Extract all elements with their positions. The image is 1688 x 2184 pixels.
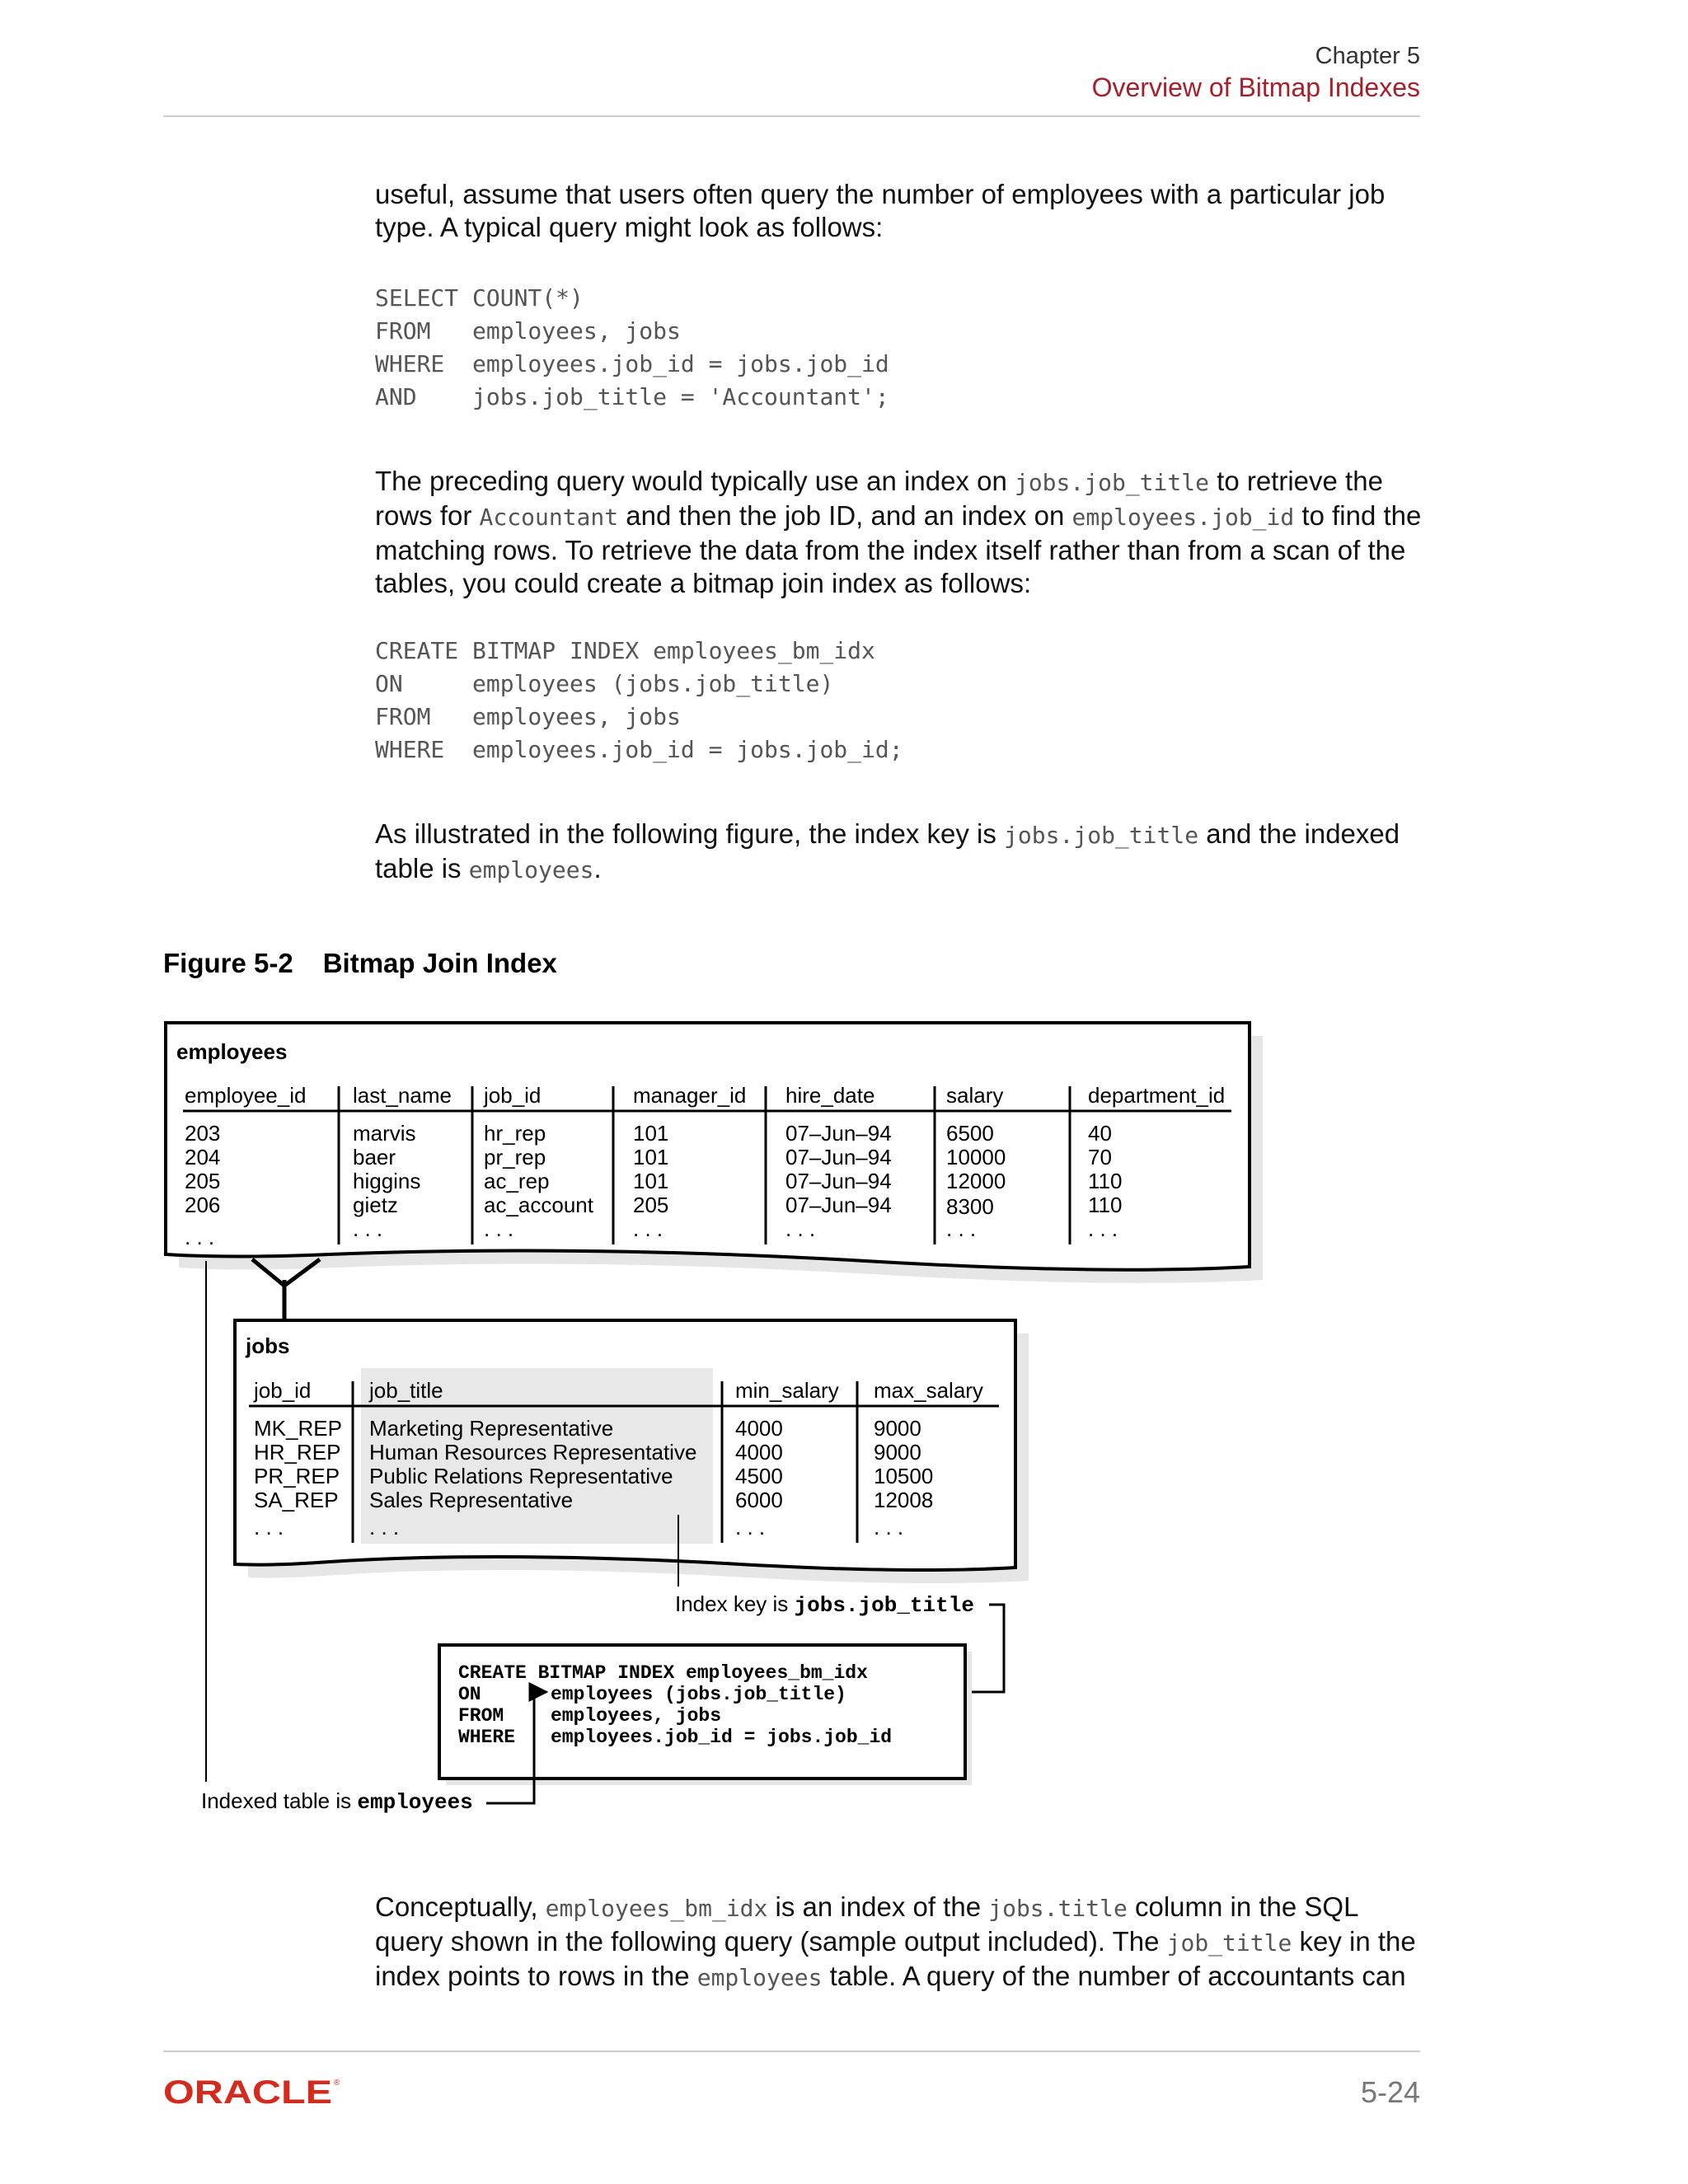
table-cell: HR_REP [254,1440,341,1465]
table-cell: 07–Jun–94 [785,1145,892,1169]
code-line: FROM employees, jobs [375,317,681,344]
code-line: ON employees (jobs.job_title) [375,670,834,697]
column-header: last_name [353,1083,452,1108]
inline-code: employees [696,1964,823,1991]
table-cell: 205 [185,1169,221,1193]
table-cell: 12008 [874,1488,934,1512]
code-block-query [375,282,889,414]
employees-table [166,1023,1263,1283]
table-cell: SA_REP [254,1488,339,1512]
table-cell: 70 [1088,1145,1112,1169]
conceptual-paragraph [375,1891,1422,1994]
text-run: to retrieve the rows for [375,466,1383,531]
column-header: department_id [1088,1083,1226,1108]
table-cell: marvis [353,1121,416,1146]
table-cell: hr_rep [484,1121,546,1146]
explanation-paragraph [375,465,1422,600]
table-cell: . . . [735,1515,766,1540]
table-cell: 110 [1088,1169,1123,1193]
inline-code: employees [468,856,594,883]
table-cell: . . . [254,1515,284,1540]
chapter-label: Chapter 5 [1315,43,1420,69]
column-header: job_title [369,1378,443,1403]
table-cell: . . . [369,1515,400,1540]
table-cell: 10000 [946,1145,1006,1169]
table-cell: 4000 [735,1440,783,1465]
table-cell: Marketing Representative [369,1416,614,1441]
column-header: min_salary [735,1378,839,1403]
table-cell: 205 [633,1193,669,1217]
column-header: max_salary [874,1378,983,1403]
table-cell: 101 [633,1169,669,1193]
table-cell: 101 [633,1121,669,1146]
inline-code: jobs.job_title [1014,469,1209,496]
create-index-box [439,1645,972,1785]
table-cell: 110 [1088,1193,1123,1217]
column-header: job_id [484,1083,542,1108]
table-cell: 12000 [946,1169,1006,1193]
table-cell: 6000 [735,1488,783,1512]
page-number: 5-24 [1360,2075,1420,2109]
table-cell: 4500 [735,1464,783,1488]
jobs-table-name: jobs [246,1333,290,1358]
employees-table-name: employees [176,1039,288,1064]
table-cell: ac_rep [484,1169,550,1193]
text-run: and the indexed table is [375,818,1400,883]
index-key-value: jobs.job_title [794,1593,974,1618]
column-header: employee_id [185,1083,307,1108]
table-cell: . . . [946,1216,977,1241]
oracle-logo-text: ORACLE [163,2075,332,2108]
index-key-label [675,1591,974,1618]
inline-code: employees_bm_idx [545,1895,768,1922]
table-cell: 101 [633,1145,669,1169]
table-cell: 204 [185,1145,221,1169]
inline-code: jobs.title [988,1895,1128,1922]
column-header: salary [946,1083,1004,1108]
sql-keyword: FROM [458,1705,504,1727]
text-run: and then the job ID, and an index on [618,500,1072,531]
footer-divider [163,2050,1420,2052]
table-cell: Sales Representative [369,1488,574,1512]
table-cell: . . . [353,1216,383,1241]
figure-title: Bitmap Join Index [322,948,557,978]
table-cell: MK_REP [254,1416,342,1441]
section-title[interactable]: Overview of Bitmap Indexes [1091,73,1420,102]
sql-keyword: CREATE BITMAP INDEX [458,1662,675,1684]
figure-caption [163,948,557,979]
table-cell: 203 [185,1121,221,1146]
text-run: Conceptually, [375,1891,546,1922]
table-cell: 9000 [874,1416,921,1441]
indexed-table-value: employees [357,1790,473,1815]
text-run: to find the matching rows. To retrieve the data from the index itself rather than from a scan of the tables, you could create a bitmap join index as follows: [375,500,1422,598]
table-cell: . . . [785,1216,816,1241]
header-divider [163,115,1420,117]
table-cell: 07–Jun–94 [785,1193,892,1217]
inline-code: job_title [1166,1929,1292,1957]
table-cell: . . . [185,1225,215,1249]
text-run: table. A query of the number of accountants can [822,1961,1406,1991]
figure-intro-paragraph [375,818,1422,887]
table-cell: Human Resources Representative [369,1440,697,1465]
table-cell: 6500 [946,1121,994,1146]
code-line: AND jobs.job_title = 'Accountant'; [375,383,889,410]
table-cell: ac_account [484,1193,593,1217]
code-block-create-index [375,635,903,766]
sql-text: employees_bm_idx [674,1662,868,1684]
sql-line-1 [458,1662,868,1684]
sql-text: employees (jobs.job_title) [551,1684,846,1705]
column-header: job_id [254,1378,312,1403]
text-run: key in the index points to rows in the [375,1926,1416,1991]
sql-keyword: WHERE [458,1727,516,1748]
column-header: manager_id [633,1083,747,1108]
sql-text: employees, jobs [551,1705,722,1727]
table-cell: baer [353,1145,396,1169]
text-run: The preceding query would typically use an index on [375,466,1015,496]
text-run: is an index of the [767,1891,989,1922]
inline-code: jobs.job_title [1004,822,1199,849]
column-header: hire_date [785,1083,875,1108]
text-run: . [593,853,602,883]
table-cell: . . . [633,1216,663,1241]
sql-keyword: ON [458,1684,481,1705]
code-line: WHERE employees.job_id = jobs.job_id; [375,736,903,763]
table-cell: Public Relations Representative [369,1464,673,1488]
jobs-table [235,1320,1029,1583]
table-cell: higgins [353,1169,421,1193]
table-cell: 10500 [874,1464,934,1488]
code-line: CREATE BITMAP INDEX employees_bm_idx [375,637,875,664]
table-cell: 40 [1088,1121,1112,1146]
text-run: column in the SQL query shown in the following query (sample output included). The [375,1891,1358,1957]
inline-code: employees.job_id [1071,504,1295,531]
sql-text: employees.job_id = jobs.job_id [551,1727,893,1748]
table-cell: . . . [874,1515,904,1540]
intro-paragraph: useful, assume that users often query the number of employees with a particular job type. A typical query might look as follows: [375,179,1386,242]
svg-text:®: ® [334,2079,340,2088]
table-cell: gietz [353,1193,398,1217]
oracle-logo [163,2075,343,2108]
table-cell: . . . [1088,1216,1118,1241]
code-line: FROM employees, jobs [375,703,681,730]
table-cell: 9000 [874,1440,921,1465]
table-cell: 206 [185,1193,221,1217]
inline-code: Accountant [479,504,619,531]
table-cell: 4000 [735,1416,783,1441]
table-cell: . . . [484,1216,514,1241]
index-key-label-text: Index key is [675,1591,795,1616]
indexed-table-label [201,1788,473,1815]
table-cell: pr_rep [484,1145,546,1169]
figure-number: Figure 5-2 [163,948,293,978]
table-cell: 8300 [946,1194,994,1219]
indexed-table-label-text: Indexed table is [201,1788,358,1813]
table-cell: PR_REP [254,1464,340,1488]
text-run: As illustrated in the following figure, the index key is [375,818,1005,849]
table-cell: 07–Jun–94 [785,1169,892,1193]
table-cell: 07–Jun–94 [785,1121,892,1146]
code-line: WHERE employees.job_id = jobs.job_id [375,350,889,377]
code-line: SELECT COUNT(*) [375,284,584,312]
